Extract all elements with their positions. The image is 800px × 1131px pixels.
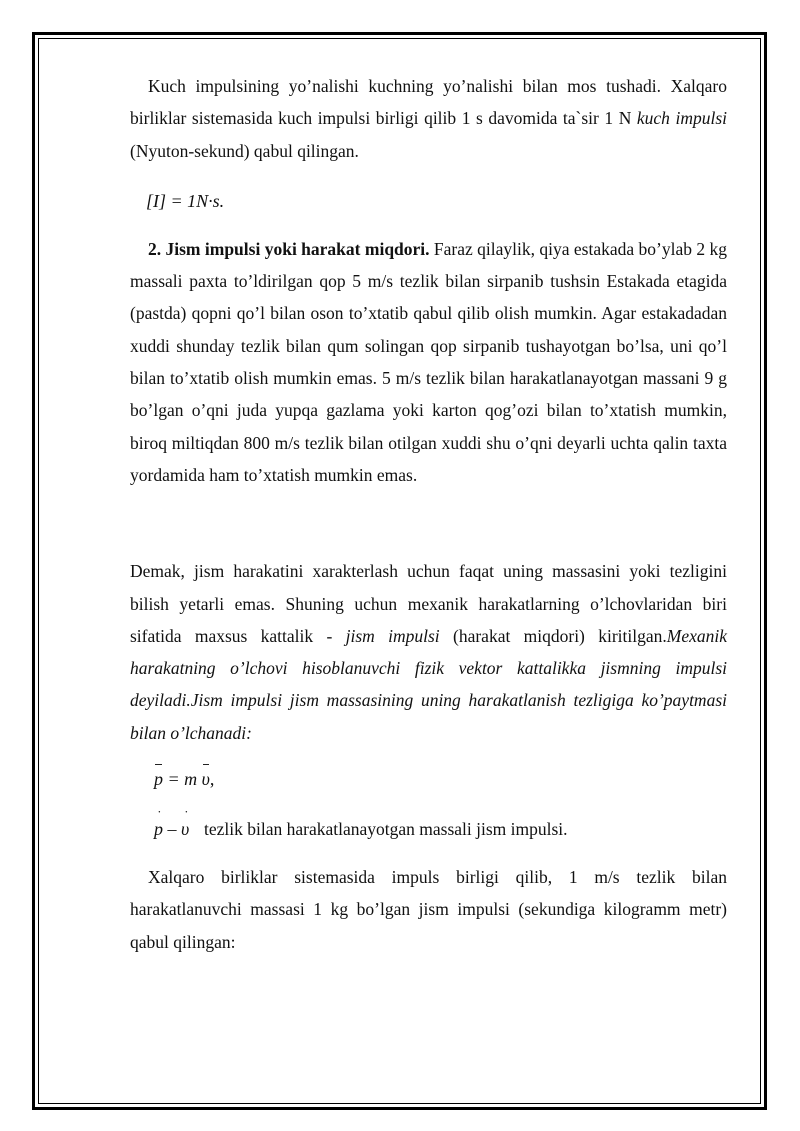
definition-text: Mexanik harakatning o’lchovi hisoblanuvchi fizik vektor kattalikka jismning impulsi deyiladi.Jism impulsi jism massasining uning harakatlanish tezligiga ko’paytmasi bilan o’lchanadi: — [130, 625, 727, 743]
paragraph-impuls-birligi: Xalqaro birliklar sistemasida impuls birligi qilib, 1 m/s tezlik bilan harakatlanuvchi massasi 1 kg bo’lgan jism impulsi (sekundiga kilogramm metr) qabul qilingan: — [130, 867, 727, 952]
document-body — [130, 70, 727, 958]
formula-legend-line — [130, 807, 727, 843]
section-heading: 2. Jism impulsi yoki harakat miqdori. — [148, 238, 430, 259]
paragraph-demak: Demak, jism harakatini xarakterlash uchun faqat uning massasini yoki tezligini bilish yetarli emas. Shuning uchun mexanik harakatlarning o’lchovlaridan biri sifatida maxsus kattalik - jism impulsi (harakat miqdori) kiritilgan.Mexanik harakatning o’lchovi hisoblanuvchi fizik vektor kattalikka jismning impulsi deyiladi.Jism impulsi jism massasining uning harakatlanish tezligiga ko’paytmasi bilan o’lchanadi: — [130, 561, 727, 743]
legend-text: tezlik bilan harakatlanayotgan massali jism impulsi. — [204, 819, 568, 840]
formula-symbols: ˙ p – ˙ υ — [154, 815, 204, 843]
formula-momentum: p = m υ, — [154, 765, 727, 793]
paragraph-kuch-impulsi: Kuch impulsining yo’nalishi kuchning yo’nalishi bilan mos tushadi. Xalqaro birliklar sistemasida kuch impulsi birligi qilib 1 s davomida ta`sir 1 N kuch impulsi (Nyuton-sekund) qabul qilingan. — [130, 76, 727, 161]
formula-impulse-unit: [I] = 1N·s. — [146, 190, 225, 211]
term-jism-impulsi: jism impulsi — [345, 625, 440, 646]
paragraph-jism-impulsi: 2. Jism impulsi yoki harakat miqdori. Faraz qilaylik, qiya estakada bo’ylab 2 kg massali paxta to’ldirilgan qop 5 m/s tezlik bilan sirpanib tushsin Estakada etagida (pastda) qopni qo’l bilan oson to’xtatib qabul qilib olish mumkin. Agar estakadadan xuddi shunday tezlik bilan qum solingan qop sirpanib tushayotgan bo’lsa, uni qo’l bilan to’xtatib olish mumkin emas. 5 m/s tezlik bilan harakatlanayotgan massani 9 g bo’lgan o’qni juda yupqa gazlama yoki karton qog’ozi bilan to’xtatish mumkin, biroq miltiqdan 800 m/s tezlik bilan otilgan xuddi shu o’qni deyarli uchta qalin taxta yordamida ham to’xtatish mumkin emas. — [130, 238, 727, 485]
term-kuch-impulsi: kuch impulsi — [636, 108, 727, 129]
